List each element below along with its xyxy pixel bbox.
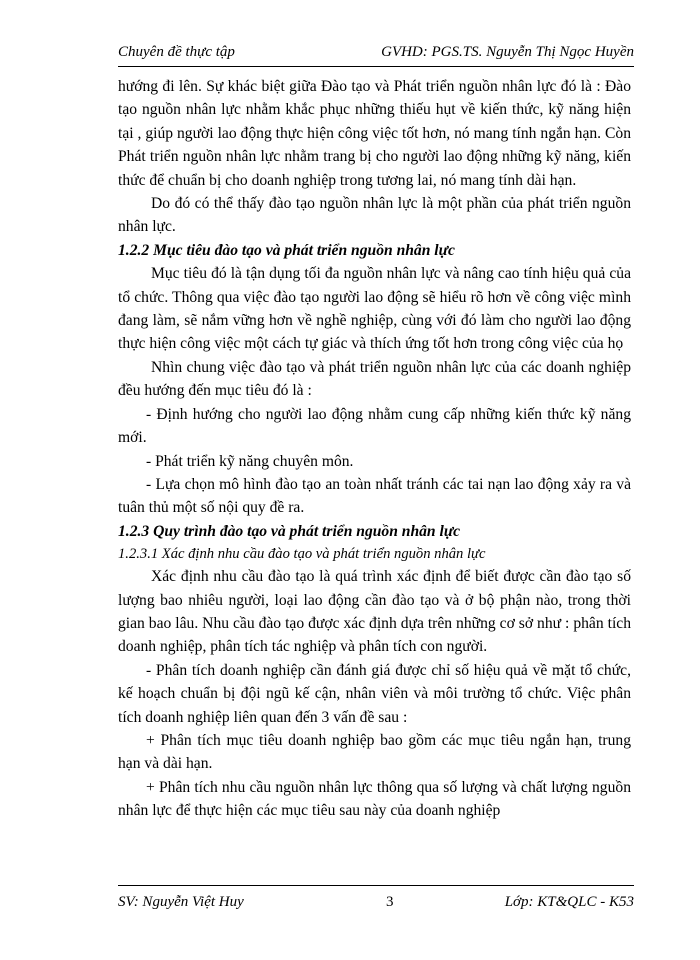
section-heading-1-2-2: 1.2.2 Mục tiêu đào tạo và phát triển nguồn nhân lực bbox=[118, 241, 455, 259]
paragraph-needs: Xác định nhu cầu đào tạo là quá trình xác định để biết được cần đào tạo số lượng bao nhiêu người, loại lao động cần đào tạo và ở bộ phận nào, trong thời gian bao lâu. Nhu cầu đào tạo được xác định dựa trên những cơ sở như : phân tích doanh nghiệp, phân tích tác nghiệp và phân tích con người. bbox=[118, 568, 631, 656]
footer-student: SV: Nguyễn Việt Huy bbox=[118, 894, 244, 910]
paragraph-goal-analysis: + Phân tích mục tiêu doanh nghiệp bao gồm các mục tiêu ngắn hạn, trung hạn và dài hạn. bbox=[118, 731, 631, 773]
subsection-heading-1-2-3-1: 1.2.3.1 Xác định nhu cầu đào tạo và phát triển nguồn nhân lực bbox=[118, 546, 486, 563]
paragraph-hr-analysis: + Phân tích nhu cầu nguồn nhân lực thông qua số lượng và chất lượng nguồn nhân lực để thực hiện các mục tiêu sau này của doanh nghiệp bbox=[118, 778, 631, 820]
document-body bbox=[118, 75, 631, 823]
paragraph-intro: hướng đi lên. Sự khác biệt giữa Đào tạo và Phát triển nguồn nhân lực đó là : Đào tạo nguồn nhân lực nhằm khắc phục những thiếu hụt về kiến thức, kỹ năng hiện tại , giúp người lao động thực hiện công việc tốt hơn, nó mang tính ngắn hạn. Còn Phát triển nguồn nhân lực nhằm trang bị cho người lao động những kỹ năng, kiến thức để chuẩn bị cho doanh nghiệp trong tương lai, nó mang tính dài hạn. bbox=[118, 78, 631, 189]
bullet-skills: - Phát triển kỹ năng chuyên môn. bbox=[146, 452, 354, 470]
bullet-safety: - Lựa chọn mô hình đào tạo an toàn nhất tránh các tai nạn lao động xảy ra và tuân thủ một số nội quy đề ra. bbox=[118, 475, 631, 517]
page-header bbox=[118, 40, 634, 67]
paragraph-overview: Nhìn chung việc đào tạo và phát triển nguồn nhân lực của các doanh nghiệp đều hướng đến mục tiêu đó là : bbox=[118, 358, 631, 400]
page-number: 3 bbox=[386, 894, 394, 910]
footer-class: Lớp: KT&QLC - K53 bbox=[504, 894, 634, 910]
paragraph-conclusion: Do đó có thể thấy đào tạo nguồn nhân lực là một phần của phát triển nguồn nhân lực. bbox=[118, 195, 631, 236]
page-footer bbox=[118, 885, 634, 916]
paragraph-enterprise-analysis: - Phân tích doanh nghiệp cần đánh giá được chỉ số hiệu quả về mặt tổ chức, kế hoạch chuẩn bị đội ngũ kế cận, nhân viên và môi trường tổ chức. Việc phân tích doanh nghiệp liên quan đến 3 vấn đề sau : bbox=[118, 661, 631, 726]
bullet-orientation: - Định hướng cho người lao động nhằm cung cấp những kiến thức kỹ năng mới. bbox=[118, 405, 631, 447]
paragraph-objective: Mục tiêu đó là tận dụng tối đa nguồn nhân lực và nâng cao tính hiệu quả của tổ chức. Thông qua việc đào tạo người lao động sẽ hiểu rõ hơn về công việc mình đang làm, sẽ nắm vững hơn về nghề nghiệp, cùng với đó làm cho người lao động thực hiện công việc một cách tự giác và thích ứng tốt hơn trong công việc của họ bbox=[118, 265, 631, 353]
section-heading-1-2-3: 1.2.3 Quy trình đào tạo và phát triển nguồn nhân lực bbox=[118, 522, 461, 540]
header-supervisor: GVHD: PGS.TS. Nguyễn Thị Ngọc Huyền bbox=[381, 44, 634, 60]
header-report-title: Chuyên đề thực tập bbox=[118, 44, 235, 60]
